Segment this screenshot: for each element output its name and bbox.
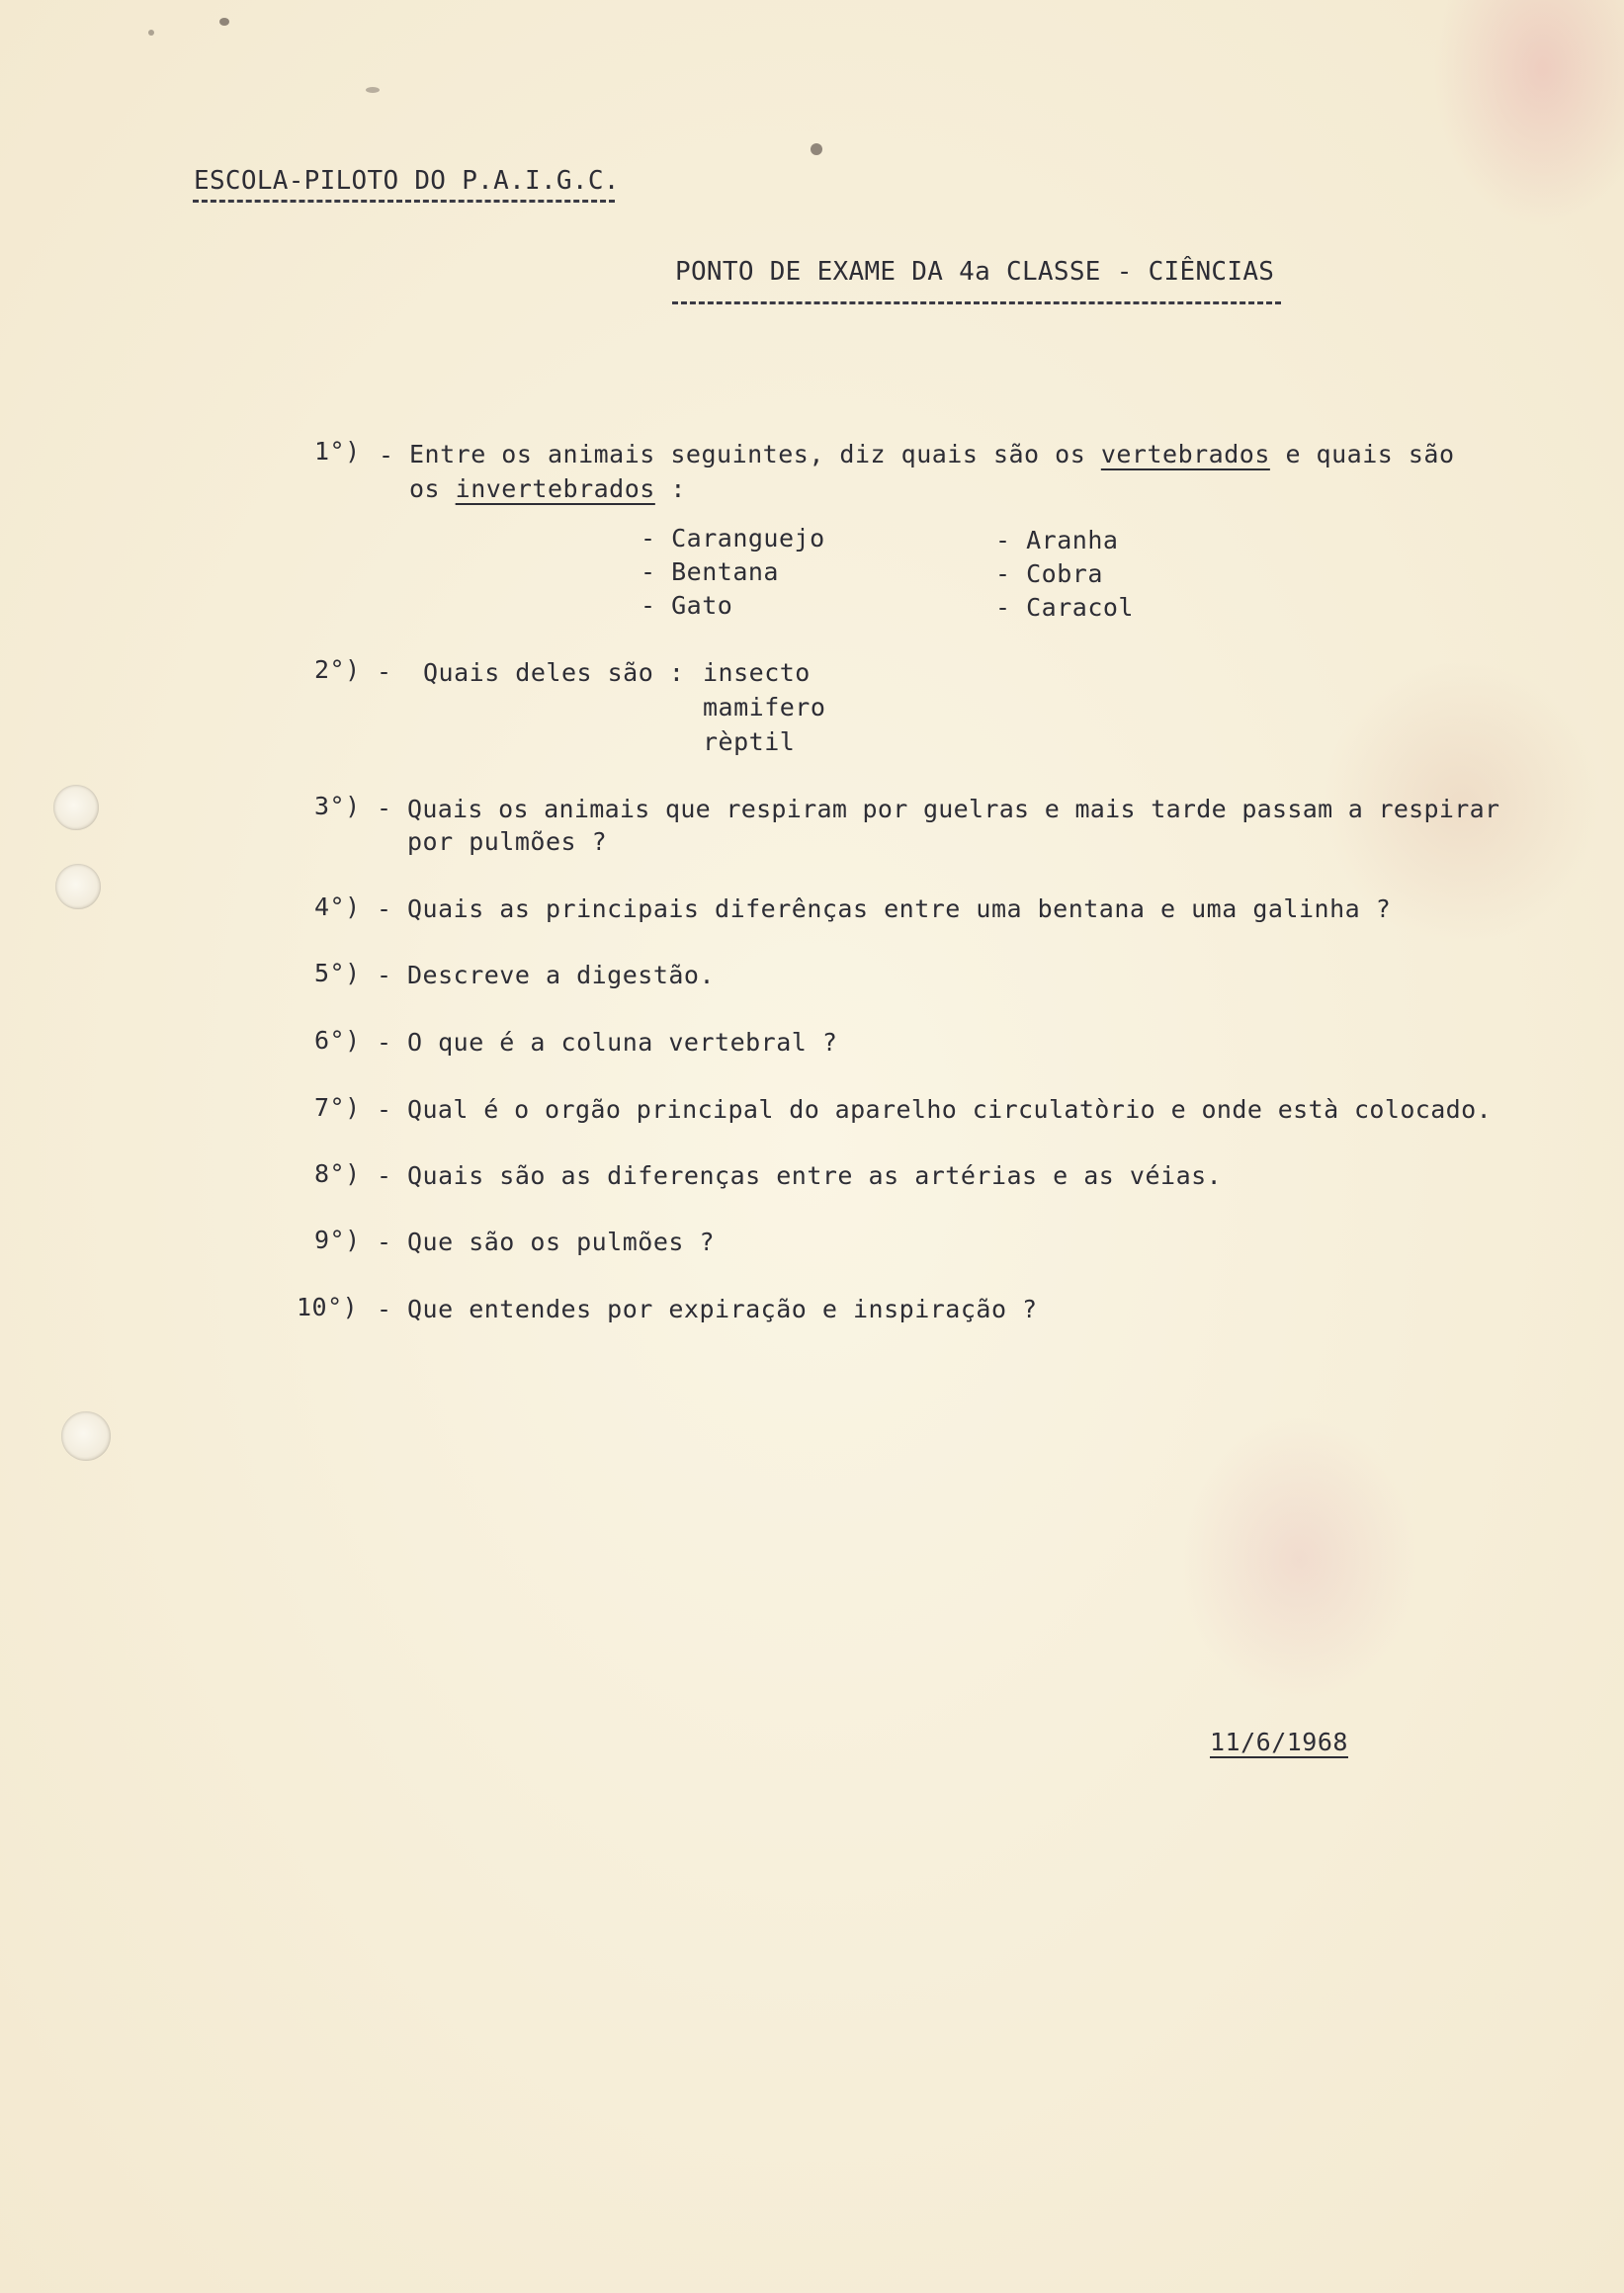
punch-hole-2 xyxy=(55,864,101,909)
question-number: 2°) xyxy=(314,655,361,684)
question-dash: - xyxy=(377,1295,392,1323)
question-2-text: Quais deles são : xyxy=(423,658,685,687)
ink-stain xyxy=(811,143,822,155)
ink-stain xyxy=(219,18,229,26)
question-dash: - xyxy=(377,1095,392,1124)
animal-list-item: - Bentana xyxy=(641,557,779,586)
school-name-underline xyxy=(193,200,615,203)
punch-hole-1 xyxy=(53,785,99,830)
ink-stain xyxy=(366,87,380,93)
animal-list-item: - Caracol xyxy=(995,593,1134,622)
punch-hole-3 xyxy=(61,1411,111,1461)
question-dash: - xyxy=(377,1028,392,1057)
question-dash: - xyxy=(377,961,392,989)
question-10-text: Que entendes por expiração e inspiração ? xyxy=(407,1295,1038,1323)
question-4-text: Quais as principais diferênças entre uma bentana e uma galinha ? xyxy=(407,894,1392,923)
question-3-line-2: por pulmões ? xyxy=(407,827,608,856)
question-1-text: : xyxy=(654,474,686,503)
question-1-line-1 xyxy=(409,440,1455,468)
question-1-text: Entre os animais seguintes, diz quais são os xyxy=(409,440,1101,468)
question-8-text: Quais são as diferenças entre as artérias e as véias. xyxy=(407,1161,1223,1190)
animal-list-item: - Gato xyxy=(641,591,733,620)
animal-list-item: - Cobra xyxy=(995,559,1103,588)
question-3-line-1: Quais os animais que respiram por guelras e mais tarde passam a respirar xyxy=(407,795,1500,823)
question-7-text: Qual é o orgão principal do aparelho circulatòrio e onde està colocado. xyxy=(407,1095,1493,1124)
exam-title: PONTO DE EXAME DA 4a CLASSE - CIÊNCIAS xyxy=(675,257,1275,287)
question-1-text: e quais são xyxy=(1269,440,1455,468)
question-dash: - xyxy=(379,441,394,469)
question-2-option: mamifero xyxy=(703,693,826,722)
question-2-option: rèptil xyxy=(703,727,796,756)
school-name: ESCOLA-PILOTO DO P.A.I.G.C. xyxy=(194,166,620,196)
question-number: 4°) xyxy=(314,892,361,921)
question-1-text: os xyxy=(409,474,456,503)
question-dash: - xyxy=(377,1228,392,1256)
question-2-option: insecto xyxy=(703,658,811,687)
animal-list-item: - Caranguejo xyxy=(641,524,825,552)
question-number: 5°) xyxy=(314,959,361,987)
vertebrados-term: vertebrados xyxy=(1100,440,1270,468)
question-dash: - xyxy=(377,894,392,923)
question-6-text: O que é a coluna vertebral ? xyxy=(407,1028,838,1057)
question-9-text: Que são os pulmões ? xyxy=(407,1228,716,1256)
question-number: 9°) xyxy=(314,1226,361,1254)
question-dash: - xyxy=(377,1161,392,1190)
question-dash: - xyxy=(377,794,392,822)
question-number: 3°) xyxy=(314,792,361,820)
question-number: 8°) xyxy=(314,1159,361,1188)
animal-list-item: - Aranha xyxy=(995,526,1119,554)
exam-date: 11/6/1968 xyxy=(1210,1728,1348,1756)
question-5-text: Descreve a digestão. xyxy=(407,961,716,989)
question-number: 7°) xyxy=(314,1093,361,1122)
question-number: 10°) xyxy=(297,1293,359,1321)
invertebrados-term: invertebrados xyxy=(455,474,655,503)
question-dash: - xyxy=(377,657,392,686)
question-1-line-2 xyxy=(409,474,686,503)
exam-title-underline xyxy=(672,301,1281,304)
question-number: 1°) xyxy=(314,437,361,466)
question-number: 6°) xyxy=(314,1026,361,1055)
ink-stain xyxy=(148,30,154,36)
